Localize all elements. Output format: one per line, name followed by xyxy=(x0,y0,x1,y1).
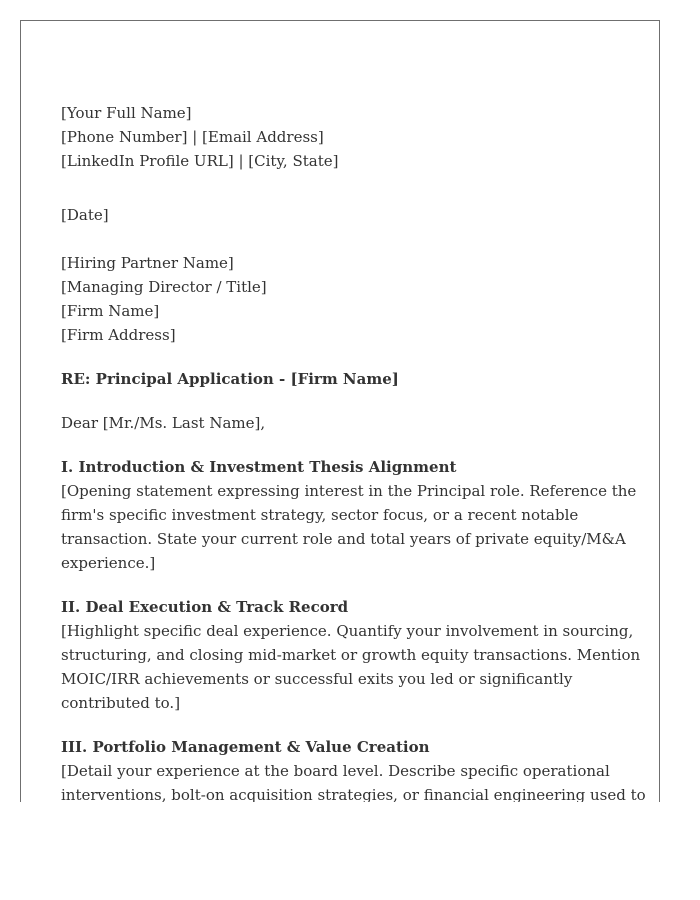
section-text-line: experience.] xyxy=(61,554,156,572)
section-text-line: [Detail your experience at the board level. Describe specific operational xyxy=(61,762,610,780)
date-block xyxy=(61,203,621,227)
section-text-line: transaction. State your current role and total years of private equity/M&A xyxy=(61,530,626,548)
sender-name: [Your Full Name] xyxy=(61,104,192,122)
section-2 xyxy=(61,595,641,715)
section-heading: II. Deal Execution & Track Record xyxy=(61,598,349,616)
section-text-line: contributed to.] xyxy=(61,694,181,712)
section-text-line: interventions, bolt-on acquisition strategies, or financial engineering used to xyxy=(61,786,646,802)
recipient-name: [Hiring Partner Name] xyxy=(61,254,234,272)
section-text-line: [Highlight specific deal experience. Quantify your involvement in sourcing, xyxy=(61,622,634,640)
section-3 xyxy=(61,735,646,802)
section-heading: III. Portfolio Management & Value Creation xyxy=(61,738,430,756)
recipient-title: [Managing Director / Title] xyxy=(61,278,267,296)
letter-body xyxy=(61,101,646,802)
subject-block xyxy=(61,367,621,391)
recipient-block xyxy=(61,251,621,347)
letter-page xyxy=(20,20,660,802)
subject-line: RE: Principal Application - [Firm Name] xyxy=(61,370,399,388)
salutation-block xyxy=(61,411,621,435)
sender-block xyxy=(61,101,621,173)
section-text-line: firm's specific investment strategy, sector focus, or a recent notable xyxy=(61,506,579,524)
section-text-line: MOIC/IRR achievements or successful exits you led or significantly xyxy=(61,670,573,688)
recipient-firm: [Firm Name] xyxy=(61,302,160,320)
section-text-line: structuring, and closing mid-market or growth equity transactions. Mention xyxy=(61,646,641,664)
section-text-line: [Opening statement expressing interest in the Principal role. Reference the xyxy=(61,482,637,500)
letter-date: [Date] xyxy=(61,206,109,224)
section-1 xyxy=(61,455,637,575)
sender-profile: [LinkedIn Profile URL] | [City, State] xyxy=(61,152,339,170)
salutation: Dear [Mr./Ms. Last Name], xyxy=(61,414,266,432)
recipient-address: [Firm Address] xyxy=(61,326,176,344)
sender-contact: [Phone Number] | [Email Address] xyxy=(61,128,324,146)
section-heading: I. Introduction & Investment Thesis Alignment xyxy=(61,458,457,476)
